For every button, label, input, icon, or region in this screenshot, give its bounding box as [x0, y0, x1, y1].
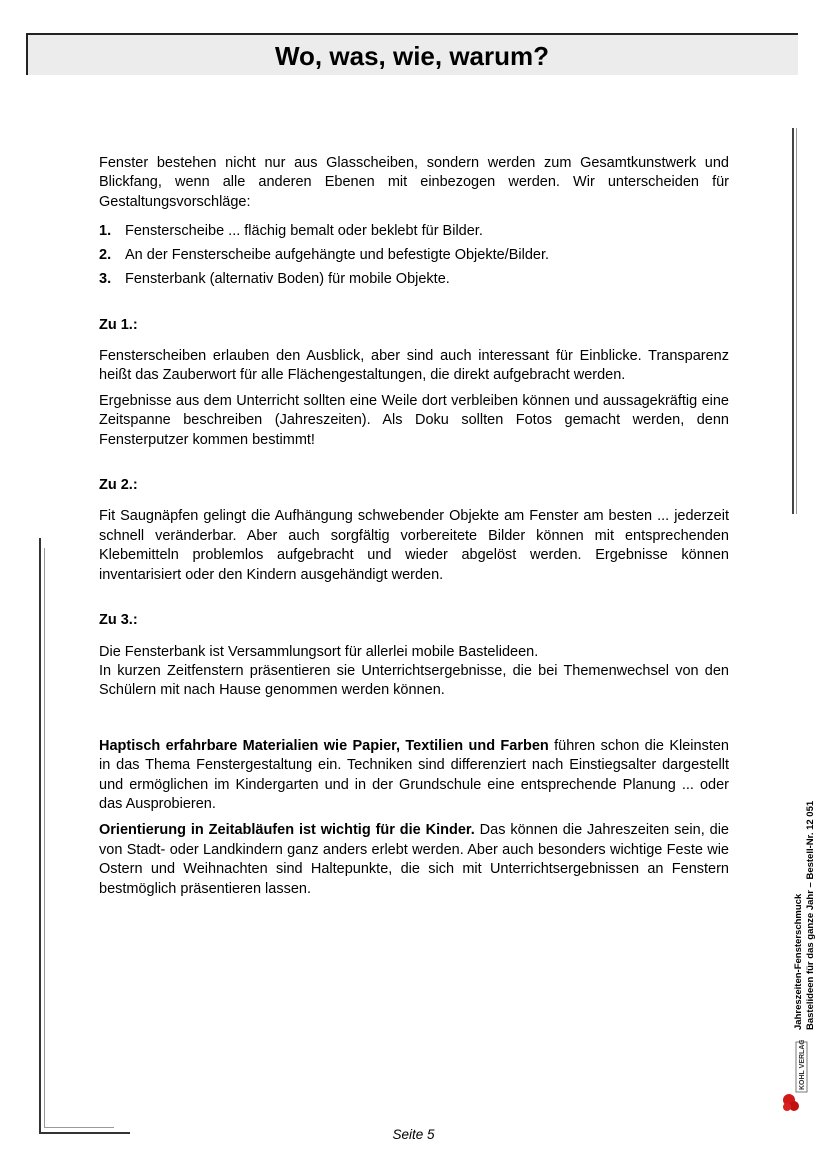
orientierung-bold: Orientierung in Zeitabläufen ist wichtig für die Kinder.	[99, 822, 475, 839]
decorative-rule-right	[792, 128, 794, 514]
list-text: Fensterscheibe ... flächig bemalt oder beklebt für Bilder.	[125, 223, 483, 240]
orientierung-rest: Das können die Jahreszeiten sein, die von Stadt- oder Landkindern ganz anders erlebt werden. Aber auch besonders wichtige Feste wie Ostern und Weihnachten sind Haltepunkte, die sich mit Unterrichtsergebnissen an Fenstern bestmöglich präsentieren lassen.	[99, 822, 729, 897]
list-item	[99, 270, 729, 289]
logo-text: KOHL VERLAG	[799, 1040, 806, 1090]
main-content	[99, 154, 729, 899]
section1-paragraph-2: Ergebnisse aus dem Unterricht sollten eine Weile dort verbleiben können und aussagekräftig eine Zeitspanne beschreiben (Jahreszeiten). Als Doku sollten Fotos gemacht werden, denn Fensterputzer kommen bestimmt!	[99, 392, 729, 448]
list-number: 2.	[99, 247, 112, 264]
section3-line-2: In kurzen Zeitfenstern präsentieren sie Unterrichtsergebnisse, die bei Themenwechsel von den Schülern mit nach Hause genommen werden können.	[99, 662, 729, 699]
section3-line-1: Die Fensterbank ist Versammlungsort für allerlei mobile Bastelideen.	[99, 643, 539, 660]
side-line-2: Bastelideen für das ganze Jahr – Bestell-Nr. 12 051	[805, 800, 816, 1030]
section1-paragraph-1: Fensterscheiben erlauben den Ausblick, aber sind auch interessant für Einblicke. Transparenz heißt das Zauberwort für alle Flächengestaltungen, die direkt aufgebracht werden.	[99, 348, 729, 384]
publisher-logo	[780, 1040, 810, 1112]
decorative-rule-left	[39, 538, 41, 1134]
list-number: 3.	[99, 271, 112, 288]
list-text: Fensterbank (alternativ Boden) für mobile Objekte.	[125, 271, 450, 288]
haptisch-bold: Haptisch erfahrbare Materialien wie Papier, Textilien und Farben	[99, 737, 549, 754]
side-line-1: Jahreszeiten-Fensterschmuck	[793, 893, 804, 1030]
orientierung-paragraph	[99, 821, 729, 899]
list-item	[99, 222, 729, 241]
list-number: 1.	[99, 223, 112, 240]
title-bar	[26, 33, 798, 75]
section-heading-3: Zu 3.:	[99, 612, 138, 629]
side-publication-info	[793, 801, 817, 1030]
haptisch-paragraph	[99, 737, 729, 815]
page-title: Wo, was, wie, warum?	[274, 41, 550, 71]
decorative-rule-right-thin	[796, 128, 797, 514]
section-heading-2: Zu 2.:	[99, 477, 138, 494]
section-heading-1: Zu 1.:	[99, 316, 138, 333]
list-text: An der Fensterscheibe aufgehängte und befestigte Objekte/Bilder.	[125, 247, 550, 264]
haptisch-rest: führen schon die Kleinsten in das Thema Fenstergestaltung ein. Techniken sind differenziert nach Einstiegsalter dargestellt und ermöglichen im Kindergarten und in der Grundschule eine entsprechende Planung ... oder das Ausprobieren.	[99, 737, 729, 812]
intro-paragraph: Fenster bestehen nicht nur aus Glasscheiben, sondern werden zum Gesamtkunstwerk und Blickfang, wenn alle anderen Ebenen mit einbezogen werden. Wir unterscheiden für Gestaltungsvorschläge:	[99, 155, 729, 210]
proposal-list	[99, 222, 729, 289]
decorative-rule-left-thin	[44, 548, 45, 1128]
page-number: Seite 5	[392, 1127, 435, 1142]
section2-paragraph: Fit Saugnäpfen gelingt die Aufhängung schwebender Objekte am Fenster am besten ... jederzeit schnell veränderbar. Aber auch sorgfältig vorbereitete Bilder können mit entsprechenden Klebemitteln problemlos aufgebracht und wieder abgelöst werden. Ergebnisse können inventarisiert oder den Kindern ausgehändigt werden.	[99, 508, 729, 583]
list-item	[99, 246, 729, 265]
